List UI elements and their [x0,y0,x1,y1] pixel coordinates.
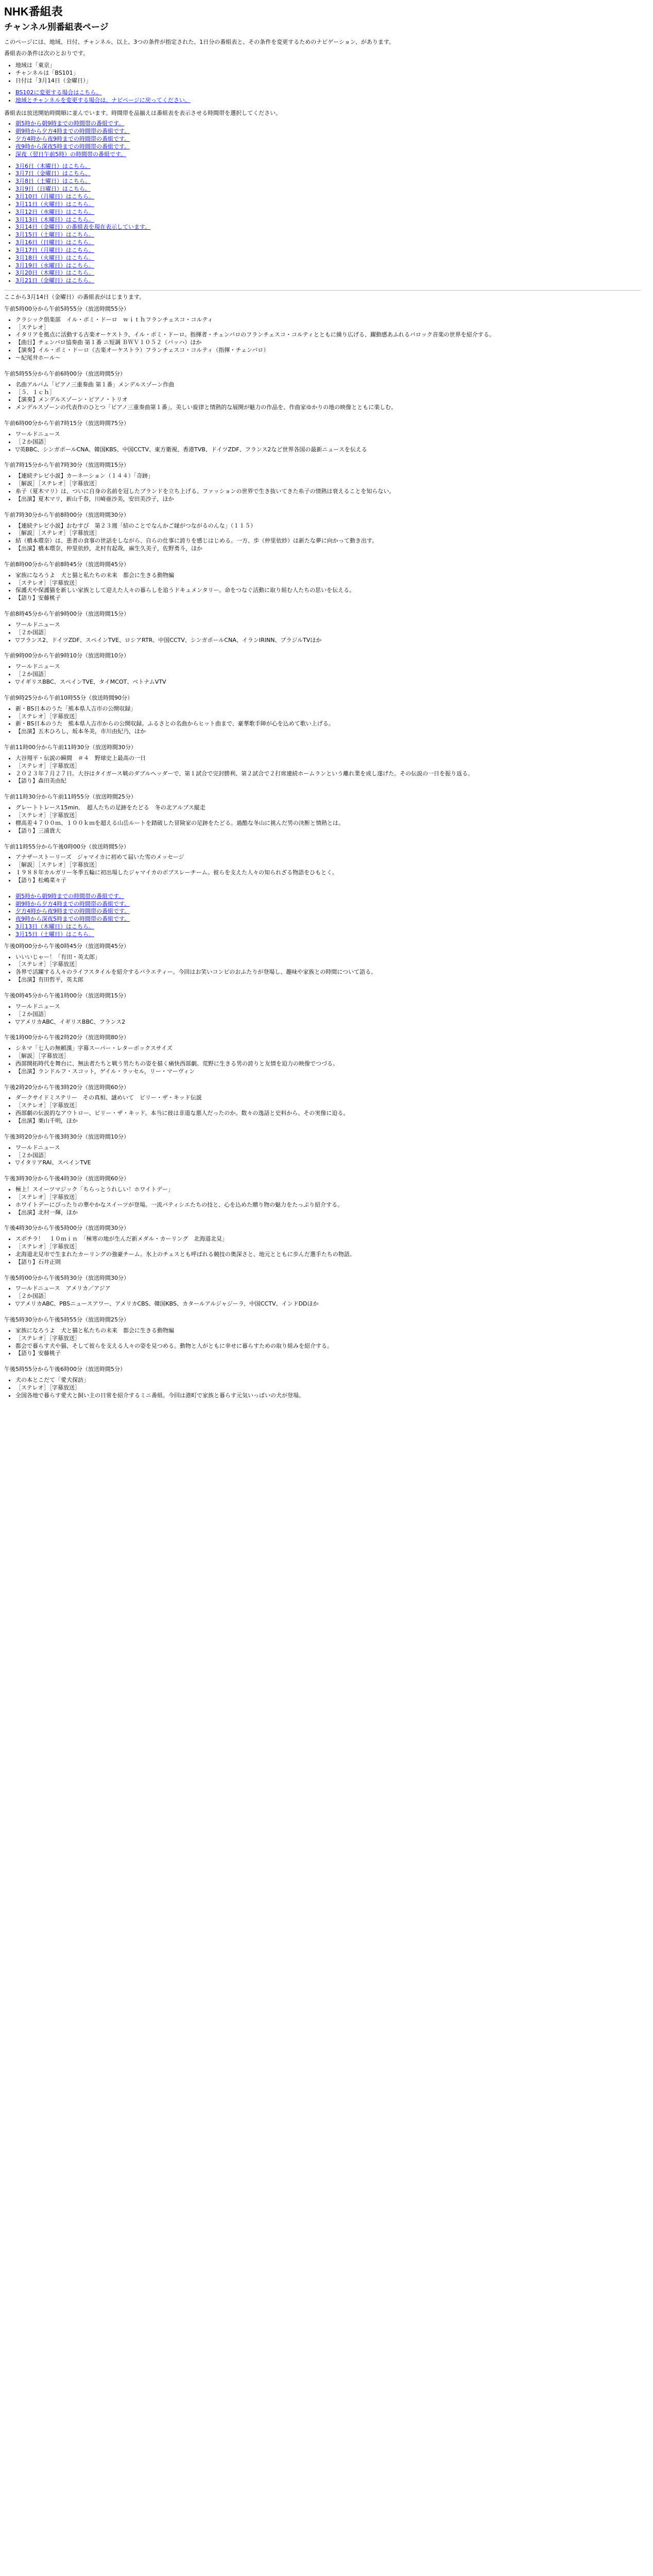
program-title: • 名曲アルバム「ピアノ三重奏曲 第１番」メンデルスゾーン作曲 [15,381,641,389]
date-link-item [15,923,641,931]
date-link-item [15,178,641,185]
time-link-morning[interactable]: 朝5時から朝9時までの時間帯の番組です。 [15,120,125,127]
program-detail-line: • ［２か国語］ [15,438,641,446]
program-detail-line: • ▽アメリカABC、PBSニュースアワー、アメリカCBS、韓国KBS、カタールアルジャジーラ、中国CCTV、インドDDほか [15,1300,641,1308]
program-time: 午前8時00分から午前8時45分（放送時間45分） [4,561,129,568]
program-detail-line: • ホワイトデーにぴったりの華やかなスイーツが登場。一流パティシエたちの技と、心を込めた贈り物の魅力をたっぷり紹介する。 [15,1201,641,1209]
program-title: • ワールドニュース [15,663,641,671]
program-detail-line: • 北海道北見市で生まれたカーリングの強豪チーム。氷上のチェスとも呼ばれる競技の奥深さと、地元とともに歩んだ選手たちの物語。 [15,1251,641,1259]
program-detail-line: • 全国各地で暮らす愛犬と飼い主の日常を紹介するミニ番組。今回は港町で家族と暮らす元気いっぱいの犬が登場。 [15,1392,641,1400]
program-detail-line: • ［２か国語］ [15,671,641,679]
program-details [4,1186,641,1216]
program-detail-line: • 各界で活躍する人々のライフスタイルを紹介するバラエティー。今回はお笑いコンビのおふたりが登場し、趣味や家族との時間について語る。 [15,969,641,976]
time-link-item [15,135,641,143]
program-detail-line: • ▽英BBC、シンガポールCNA、韓国KBS、中国CCTV、東方衛視、香港TVB、ドイツZDF、フランス2など世界各国の最新ニュースを伝える [15,446,641,454]
program-entry [4,370,641,412]
program-detail-line: • 西部開拓時代を舞台に、無法者たちと戦う男たちの姿を描く痛快西部劇。荒野に生きる男の誇りと友情を迫力の映像でつづる。 [15,1060,641,1068]
program-detail-line: • ［ステレオ］［字幕放送］ [15,961,641,969]
program-detail-line: • 標高差４７００ｍ、１００ｋｍを超える山岳ルートを踏破した冒険家の足跡をたどる。過酷な冬山に挑んだ男の決断と情熱とは。 [15,820,641,827]
program-title: • クラシック倶楽部 イル・ポミ・ドーロ ｗｉｔｈフランチェスコ・コルティ [15,316,641,324]
program-details [4,621,641,645]
program-detail-line: • ［解説］［ステレオ］［字幕放送］ [15,530,641,537]
program-detail-line: • ［ステレオ］［字幕放送］ [15,812,641,820]
program-time: 午後5時00分から午後5時30分（放送時間30分） [4,1274,129,1281]
program-detail-line: • ▽イタリアRAI、スペインTVE [15,1159,641,1167]
program-time: 午後3時20分から午後3時30分（放送時間10分） [4,1133,129,1140]
program-time: 午前9時25分から午前10時55分（放送時間90分） [4,694,133,701]
date-link-0313[interactable]: 3月13日（木曜日）はこちら。 [15,216,94,223]
time-link-item [15,143,641,151]
program-entry [4,943,641,984]
program-details [4,854,641,884]
program-detail-line: • イタリアを拠点に活動する古楽オーケストラ、イル・ポミ・ドーロ。指揮者・チェンバロのフランチェスコ・コルティとともに繰り広げる、躍動感あふれるバロック音楽の世界を紹介する。 [15,331,641,339]
mid-time-link-evening[interactable]: 夕方4時から夜9時までの時間帯の番組です。 [15,908,130,915]
conditions-list [4,62,641,85]
program-detail-line: • ［ステレオ］［字幕放送］ [15,713,641,721]
program-detail-line: • 西部劇の伝説的なアウトロー、ビリー・ザ・キッド。本当に彼は非道な悪人だったのか。数々の逸話と史料から、その実像に迫る。 [15,1110,641,1117]
time-link-item [15,128,641,135]
program-details [4,755,641,785]
date-link-item [15,239,641,247]
date-link-0311[interactable]: 3月11日（火曜日）はこちら。 [15,200,94,208]
program-detail-line: • ▽フランス2、ドイツZDF、スペインTVE、ロシアRTR、中国CCTV、シンガポールCNA、イランIRINN、ブラジルTVほか [15,637,641,645]
program-entry [4,1275,641,1308]
program-time: 午前11時00分から午前11時30分（放送時間30分） [4,744,136,751]
change-links [4,89,641,105]
program-title: • ワールドニュース [15,1144,641,1152]
program-details [4,431,641,454]
program-entry [4,306,641,362]
time-link-item [15,120,641,128]
time-notice: 番組表は放送開始時間順に並んでいます。時間帯を品揃えは番組表を表示させる時間帯を選択してください。 [4,109,282,116]
program-details [4,1327,641,1358]
program-detail-line: • ▽イギリスBBC、スペインTVE、タイMCOT、ベトナムVTV [15,679,641,686]
program-details [4,1045,641,1075]
program-details [4,1285,641,1308]
date-link-0310[interactable]: 3月10日（月曜日）はこちら。 [15,193,94,200]
program-time: 午後1時00分から午後2時20分（放送時間80分） [4,1034,129,1041]
program-details [4,1235,641,1266]
date-link-item [15,185,641,193]
program-entry [4,652,641,686]
program-title: • グレートトレース15min． 超人たちの足跡をたどる 冬の北アルプス縦走 [15,804,641,812]
page-title: NHK番組表 [4,5,63,18]
program-entry [4,1034,641,1075]
program-time: 午前11時30分から午前11時55分（放送時間25分） [4,793,136,801]
date-links [4,163,641,285]
date-link-0319[interactable]: 3月19日（水曜日）はこちら。 [15,262,94,269]
date-link-item [15,209,641,216]
program-detail-line: • 【語り】松嶋菜々子 [15,877,641,885]
program-detail-line: • ２０２３年７月２７日。大谷はタイガース戦のダブルヘッダーで、第１試合で完封勝利、第２試合で２打席連続ホームランという離れ業を成し遂げた。その伝説の一日を振り返る。 [15,770,641,778]
program-time: 午前5時55分から午前6時00分（放送時間5分） [4,370,126,377]
program-title: • ワールドニュース アメリカ／アジア [15,1285,641,1293]
program-detail-line: • ［２か国語］ [15,1011,641,1019]
program-detail-line: • 新・BS日本のうた 熊本県人吉市からの公開収録。ふるさとの名曲からヒット曲まで、豪華歌手陣が心を込めて歌い上げる。 [15,720,641,728]
date-link-0320[interactable]: 3月20日（木曜日）はこちら。 [15,269,94,277]
page-subtitle: チャンネル別番組表ページ [4,22,109,32]
program-detail-line: • 糸子（夏木マリ）は、ついに自身の名前を冠したブランドを立ち上げる。ファッションの世界で生き抜いてきた糸子の情熱は衰えることを知らない。 [15,488,641,496]
date-link-item [15,931,641,939]
program-detail-line: • 【語り】安藤桃子 [15,595,641,602]
date-link-item [15,163,641,171]
date-link-0306[interactable]: 3月6日（木曜日）はこちら。 [15,162,91,170]
conditions-heading: 番組表の条件は次のとおりです。 [4,50,89,57]
program-detail-line: • 【出演】橋本環奈，仲里依紗，北村有起哉，麻生久美子，佐野勇斗，ほか [15,545,641,553]
program-time: 午後4時30分から午後5時00分（放送時間30分） [4,1225,129,1232]
date-link-item [15,231,641,239]
program-detail-line: • メンデルスゾーンの代表作のひとつ「ピアノ三重奏曲第１番」。美しい旋律と情熱的な展開が魅力の作品を、作曲家ゆかりの地の映像とともに楽しむ。 [15,404,641,412]
program-detail-line: • ～紀尾井ホール～ [15,354,641,362]
change-link-item [15,97,641,105]
program-details [4,522,641,553]
program-detail-line: • ［２か国語］ [15,1152,641,1160]
program-time: 午前11時55分から午後0時00分（放送時間5分） [4,843,129,850]
program-entry [4,561,641,602]
program-entry [4,462,641,503]
program-detail-line: • ［ステレオ］［字幕放送］ [15,1384,641,1392]
program-entry [4,512,641,553]
date-link-0315[interactable]: 3月15日（土曜日）はこちら。 [15,231,94,239]
date-link-item [15,216,641,224]
program-detail-line: • 【語り】石井正則 [15,1259,641,1266]
program-time: 午後2時20分から午後3時20分（放送時間60分） [4,1083,129,1091]
program-detail-line: • 【出演】ランドルフ・スコット，ゲイル・ラッセル，リー・マーヴィン [15,1068,641,1076]
program-detail-line: • ［ステレオ］ [15,324,641,332]
program-title: • 【連続テレビ小説】カーネーション（１４４）「奇跡」 [15,472,641,480]
program-title: • 家族になろうよ 犬と猫と私たちの未来 都会に生きる動物編 [15,572,641,580]
program-entry [4,843,641,885]
date-link-item [15,170,641,178]
program-detail-line: • ［ステレオ］［字幕放送］ [15,1194,641,1201]
program-detail-line: • ［解説］［字幕放送］ [15,1053,641,1060]
date-link-0318[interactable]: 3月18日（火曜日）はこちら。 [15,254,94,261]
program-detail-line: • ［ステレオ］［字幕放送］ [15,762,641,770]
program-detail-line: • 【語り】三浦貴大 [15,827,641,835]
date-link-0314-current[interactable]: 3月14日（金曜日）の番組表を現在表示しています。 [15,224,151,231]
program-title: • ワールドニュース [15,621,641,629]
program-time: 午後0時00分から午後0時45分（放送時間45分） [4,942,129,950]
program-entry [4,420,641,453]
program-detail-line: • 【出演】五木ひろし，坂本冬美，市川由紀乃，ほか [15,728,641,736]
program-time: 午前8時45分から午前9時00分（放送時間15分） [4,611,129,618]
program-title: • 犬の本とこだて「愛犬探訪」 [15,1377,641,1384]
program-detail-line: • ［ステレオ］［字幕放送］ [15,1243,641,1251]
program-time: 午前7時30分から午前8時00分（放送時間30分） [4,511,129,518]
program-entry [4,611,641,644]
program-detail-line: • ▽アメリカABC、イギリスBBC、フランス2 [15,1019,641,1026]
program-detail-line: • ［２か国語］ [15,629,641,637]
time-link-item [15,908,641,916]
date-link-item [15,277,641,285]
program-entry [4,694,641,736]
program-title: • 大谷翔平・伝説の瞬間 ＃４ 野球史上最高の一日 [15,755,641,762]
date-link-item [15,255,641,262]
time-link-evening[interactable]: 夕方4時から夜9時までの時間帯の番組です。 [15,135,130,143]
program-detail-line: • 【出演】北村一輝，ほか [15,1209,641,1217]
date-link-item [15,247,641,255]
program-detail-line: • ［５．１ｃｈ］ [15,389,641,397]
program-detail-line: • ［ステレオ］［字幕放送］ [15,580,641,587]
program-details [4,705,641,736]
time-link-item [15,901,641,908]
program-title: • 極上！スイーツマジック「ちらっとうれしい！ホワイトデー」 [15,1186,641,1194]
program-details [4,954,641,984]
date-link-0316[interactable]: 3月16日（日曜日）はこちら。 [15,239,94,246]
time-link-daytime[interactable]: 朝9時から夕方4時までの時間帯の番組です。 [15,128,130,135]
mid-date-link-next[interactable]: 3月15日（土曜日）はこちら。 [15,930,94,938]
mid-time-link-daytime[interactable]: 朝9時から夕方4時までの時間帯の番組です。 [15,900,130,907]
program-time: 午前6時00分から午前7時15分（放送時間75分） [4,420,129,427]
program-detail-line: • 【語り】森田美由紀 [15,777,641,785]
program-title: • 家族になろうよ 犬と猫と私たちの未来 都会に生きる動物編 [15,1327,641,1335]
program-details [4,1377,641,1400]
time-link-item [15,916,641,923]
program-detail-line: • 【曲目】チェンバロ協奏曲 第１番 ニ短調 ＢＷＶ１０５２（バッハ）ほか [15,339,641,347]
program-detail-line: • 【出演】有田哲平，英太郎 [15,976,641,984]
divider [4,290,641,291]
condition-channel: • チャンネルは「BS101」 [15,70,641,77]
program-detail-line: • 【演奏】イル・ポミ・ドーロ（古楽オーケストラ）フランチェスコ・コルティ（指揮・チェンバロ） [15,347,641,354]
mid-date-link-prev[interactable]: 3月13日（木曜日）はこちら。 [15,923,94,930]
program-time: 午後5時30分から午後5時55分（放送時間25分） [4,1316,129,1323]
program-entry [4,1084,641,1125]
change-link-item [15,89,641,97]
program-title: • ワールドニュース [15,431,641,438]
time-link-night[interactable]: 夜9時から深夜5時までの時間帯の番組です。 [15,143,130,150]
program-entry [4,1366,641,1399]
mid-time-links [4,893,641,939]
program-entry [4,744,641,785]
date-link-0321[interactable]: 3月21日（金曜日）はこちら。 [15,277,94,284]
time-link-item [15,893,641,901]
mid-time-link-morning[interactable]: 朝5時から朝9時までの時間帯の番組です。 [15,892,125,900]
program-detail-line: • 【演奏】メンデルスゾーン・ピアノ・トリオ [15,396,641,404]
date-link-item [15,224,641,231]
program-entry [4,1316,641,1358]
list-start-note: ここから3月14日（金曜日）の番組表がはじまります。 [4,294,145,301]
program-time: 午前5時00分から午前5時55分（放送時間55分） [4,305,129,312]
program-title: • いいいじゃー！「有田・英太郎」 [15,954,641,961]
program-details [4,804,641,835]
program-entry [4,1133,641,1167]
program-entry [4,992,641,1026]
date-link-item [15,262,641,270]
page-intro: このページには、地域、日付、チャンネル、以上、3つの条件が指定された、1日分の番組表と、その条件を変更するためのナビゲーション、があります。 [4,38,395,45]
date-link-0317[interactable]: 3月17日（月曜日）はこちら。 [15,246,94,253]
program-detail-line: • ［ステレオ］［字幕放送］ [15,1102,641,1110]
date-link-item [15,201,641,209]
program-detail-line: • 保護犬や保護猫を新しい家族として迎えた人々の暮らしを追うドキュメンタリー。命をつなぐ活動に取り組む人たちの思いを伝える。 [15,587,641,595]
program-time: 午前7時15分から午前7時30分（放送時間15分） [4,462,129,469]
program-details [4,381,641,412]
time-link-item [15,151,641,159]
program-title: • シネマ「七人の無頼漢」字幕スーパー・レターボックスサイズ [15,1045,641,1053]
program-detail-line: • 【語り】安藤桃子 [15,1350,641,1358]
program-list-morning [4,306,641,885]
program-details [4,1144,641,1167]
program-detail-line: • 都会で暮らす犬や猫、そして彼らを支える人々の姿を見つめる。動物と人がともに幸せに暮らすための取り組みを紹介する。 [15,1343,641,1350]
program-title: • ダークサイドミステリー その真相、謎めいて ビリー・ザ・キッド伝説 [15,1094,641,1102]
time-link-late-night[interactable]: 深夜（翌日午前5時）の時間帯の番組です。 [15,150,127,158]
program-list-afternoon [4,943,641,1400]
program-entry [4,1175,641,1216]
date-link-0312[interactable]: 3月12日（水曜日）はこちら。 [15,208,94,215]
program-time: 午後0時45分から午後1時00分（放送時間15分） [4,992,129,999]
program-title: • アナザーストーリーズ ジャマイカに初めて届いた雪のメッセージ [15,854,641,861]
program-title: • スポチラ！ １０ｍｉｎ 「極寒の地が生んだ新メダル・カーリング 北海道北見」 [15,1235,641,1243]
program-details [4,663,641,686]
condition-date: • 日付は「3月14日（金曜日）」 [15,77,641,85]
program-detail-line: • 結（橋本環奈）は、患者の食事の世話をしながら、自らの仕事に誇りを感じはじめる。一方、歩（仲里依紗）は新たな夢に向かって動き出す。 [15,537,641,545]
program-time: 午前9時00分から午前9時10分（放送時間10分） [4,652,129,659]
program-time: 午後3時30分から午後4時30分（放送時間60分） [4,1175,129,1182]
program-details [4,316,641,362]
date-link-0307[interactable]: 3月7日（金曜日）はこちら。 [15,170,91,177]
program-detail-line: • ［解説］［ステレオ］［字幕放送］ [15,480,641,488]
program-detail-line: • 【出演】夏木マリ，新山千春，川崎亜沙美，安田美沙子，ほか [15,496,641,503]
date-link-item [15,193,641,201]
program-details [4,572,641,602]
program-detail-line: • ［解説］［ステレオ］［字幕放送］ [15,861,641,869]
program-details [4,1094,641,1125]
program-detail-line: • ［２か国語］ [15,1293,641,1300]
program-details [4,1003,641,1026]
date-link-item [15,269,641,277]
mid-time-link-night[interactable]: 夜9時から深夜5時までの時間帯の番組です。 [15,916,130,923]
program-title: • ワールドニュース [15,1003,641,1011]
program-entry [4,793,641,835]
program-entry [4,1225,641,1266]
date-link-0309[interactable]: 3月9日（日曜日）はこちら。 [15,185,91,193]
program-title: • 新・BS日本のうた「熊本県人吉市の公開収録」 [15,705,641,713]
program-details [4,472,641,503]
program-detail-line: • １９８８年カルガリー冬季五輪に初出場したジャマイカのボブスレーチーム。彼らを支えた人々の知られざる物語をひもとく。 [15,869,641,877]
program-title: • 【連続テレビ小説】おむすび 第２３週「結のことでなんかご縁がつながるのんな」（１１５） [15,522,641,530]
date-link-0308[interactable]: 3月8日（土曜日）はこちら。 [15,178,91,185]
change-channel-link[interactable]: BS102に変更する場合はこちら。 [15,89,102,96]
time-links [4,120,641,158]
condition-region: • 地域は「東京」 [15,62,641,70]
program-time: 午後5時55分から午後6時00分（放送時間5分） [4,1366,126,1373]
program-detail-line: • ［ステレオ］［字幕放送］ [15,1335,641,1343]
back-to-nav-link[interactable]: 地域とチャンネルを変更する場合は、ナビページに戻ってください。 [15,96,191,104]
program-detail-line: • 【出演】栗山千明，ほか [15,1117,641,1125]
